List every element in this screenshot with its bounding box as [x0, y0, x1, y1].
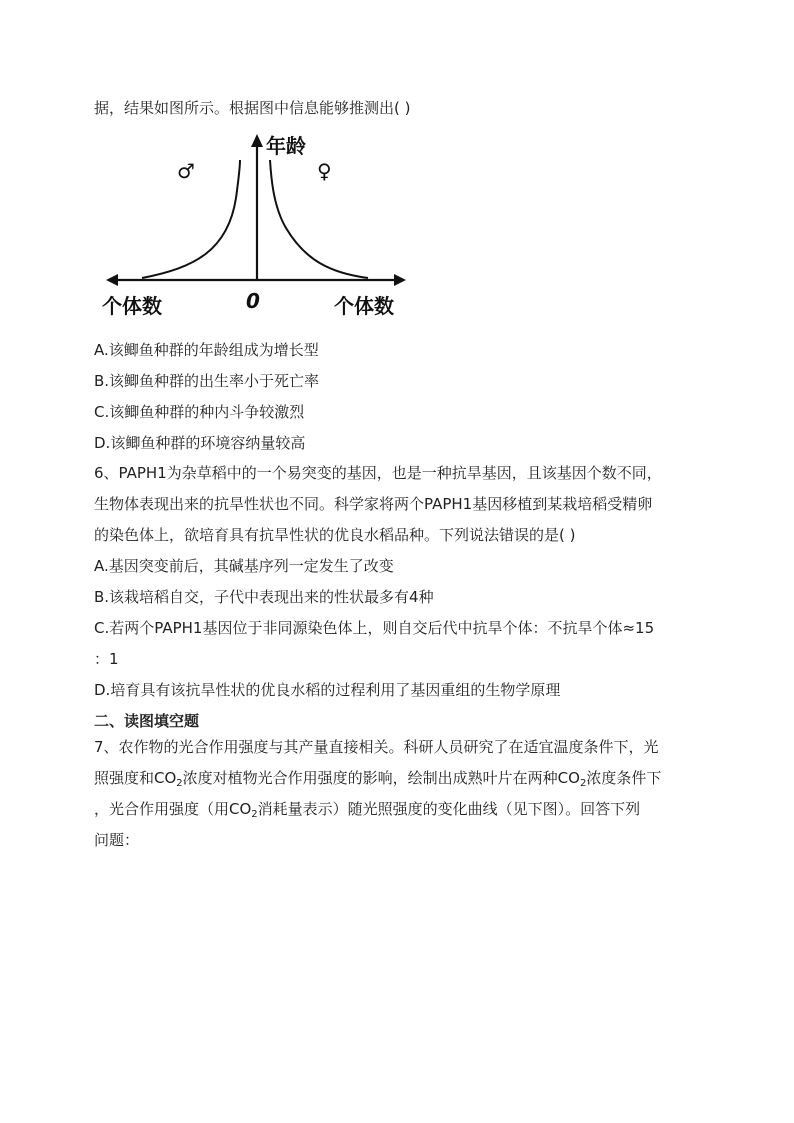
q6-option-c: C.若两个PAPH1基因位于非同源染色体上，则自交后代中抗旱个体：不抗旱个体≈15 [94, 619, 655, 637]
section-2-title: 二、读图填空题 [94, 712, 200, 730]
q7-line-3: ，光合作用强度（用$CO_2$消耗量表示）随光照强度的变化曲线（见下图）。回答下列 [94, 800, 641, 820]
q7-line-1: 7、农作物的光合作用强度与其产量直接相关。科研人员研究了在适宜温度条件下，光 [94, 738, 659, 756]
q7-line-4: 问题： [94, 831, 140, 849]
question-5-stem-tail: 据，结果如图所示。根据图中信息能够推测出( ) [94, 99, 411, 117]
right-x-label: 个体数 [334, 294, 394, 318]
q6-option-c-continued: ：1 [94, 650, 119, 668]
q6-stem-line-2: 生物体表现出来的抗旱性状也不同。科学家将两个PAPH1基因移植到某栽培稻受精卵 [94, 495, 653, 513]
q6-stem-line-3: 的染色体上，欲培育具有抗旱性状的优良水稻品种。下列说法错误的是( ) [94, 526, 576, 544]
q6-option-a: A.基因突变前后，其碱基序列一定发生了改变 [94, 557, 394, 575]
q7-line-2: 照强度和$CO_2$浓度对植物光合作用强度的影响，绘制出成熟叶片在两种$CO_2$浓度条件下 [94, 769, 662, 789]
origin-label: 0 [246, 289, 260, 313]
age-structure-figure [100, 128, 410, 323]
q6-option-b: B.该栽培稻自交，子代中表现出来的性状最多有4种 [94, 588, 434, 606]
left-x-label: 个体数 [102, 294, 162, 318]
q5-option-b: B.该鲫鱼种群的出生率小于死亡率 [94, 372, 320, 390]
q6-option-d: D.培育具有该抗旱性状的优良水稻的过程利用了基因重组的生物学原理 [94, 681, 561, 699]
female-symbol: ♀ [317, 159, 332, 183]
q5-option-d: D.该鲫鱼种群的环境容纳量较高 [94, 434, 306, 452]
q6-stem-line-1: 6、PAPH1为杂草稻中的一个易突变的基因，也是一种抗旱基因，且该基因个数不同， [94, 464, 662, 482]
q5-option-a: A.该鲫鱼种群的年龄组成为增长型 [94, 341, 319, 359]
y-axis-arrow [251, 134, 263, 147]
q5-option-c: C.该鲫鱼种群的种内斗争较激烈 [94, 403, 305, 421]
y-axis-label: 年龄 [266, 134, 306, 158]
x-axis-left-arrow [106, 274, 118, 286]
x-axis-right-arrow [394, 274, 406, 286]
male-symbol: ♂ [177, 159, 195, 183]
